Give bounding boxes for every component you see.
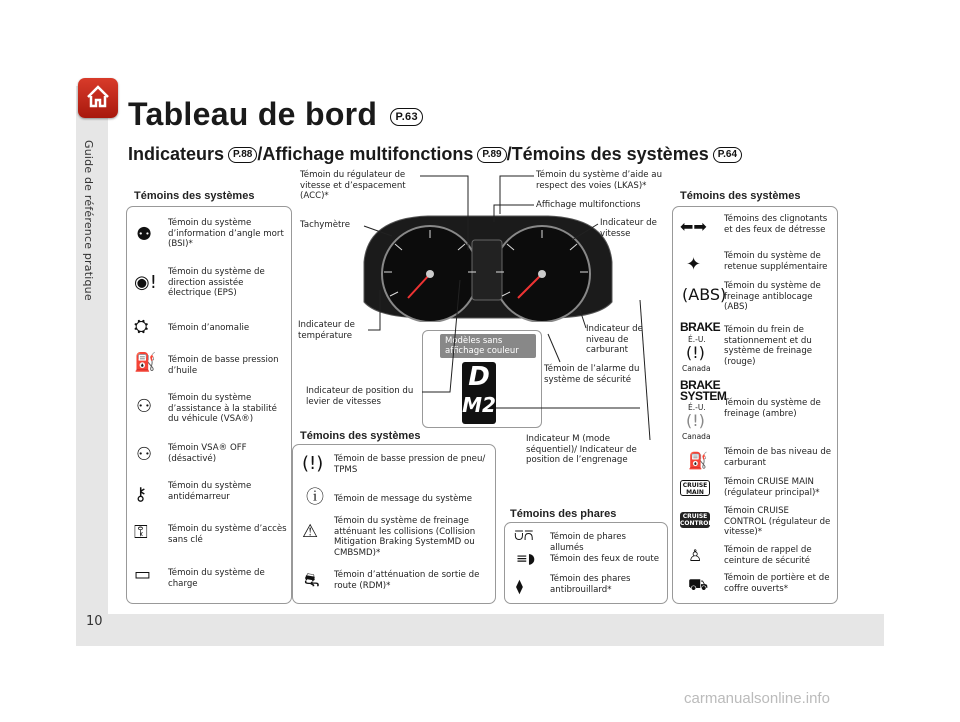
vsa-icon: ⚇	[136, 396, 153, 417]
oil-pressure-icon: ⛽	[134, 352, 157, 373]
phares-item-high: Témoin des feux de route	[550, 554, 659, 564]
center-item-message: Témoin de message du système	[334, 494, 473, 504]
watermark-logo: carmanualsonline.info	[684, 690, 830, 707]
phares-panel-heading: Témoins des phares	[510, 508, 617, 520]
left-item-anomaly: Témoin d’anomalie	[168, 323, 250, 333]
headlights-on-icon: ⩂⩃	[514, 528, 534, 544]
turn-signal-icon: ⬅➡	[680, 217, 707, 236]
page-ref-link[interactable]: P.63	[390, 108, 422, 126]
callout-m-indicator: Indicateur M (mode séquentiel)/ Indicateur de position de l’engrenage	[526, 434, 637, 465]
sidebar-label[interactable]: Guide de référence pratique	[82, 140, 95, 301]
right-item-parking-brake: Témoin du frein de stationnement et du système de freinage (rouge)	[724, 325, 813, 367]
callout-acc: Témoin du régulateur de vitesse et d’espacement (ACC)*	[300, 170, 406, 201]
right-item-brake-amber: Témoin du système de freinage (ambre)	[724, 398, 821, 419]
region-us-label-2: É.-U.	[688, 403, 706, 412]
seatbelt-icon: ♙	[688, 546, 703, 565]
right-item-abs: Témoin du système de freinage antiblocage (ABS)	[724, 281, 821, 312]
center-item-tpms: Témoin de basse pression de pneu/ TPMS	[334, 454, 486, 475]
srs-icon: ✦	[686, 254, 702, 275]
left-item-vsa-off: Témoin VSA® OFF (désactivé)	[168, 443, 247, 464]
right-item-cruise-main: Témoin CRUISE MAIN (régulateur principal)*	[724, 477, 820, 498]
cruise-main-icon: CRUISE MAIN	[680, 480, 710, 496]
left-item-bsi: Témoin du système d’information d’angle mort (BSI)*	[168, 218, 284, 249]
brake-canada-icon: (!)	[686, 343, 705, 362]
no-color-display-badge: Modèles sans affichage couleur	[440, 334, 536, 358]
brake-system-icon: BRAKE SYSTEM	[680, 378, 727, 403]
right-item-low-fuel: Témoin de bas niveau de carburant	[724, 447, 832, 468]
callout-security-alarm: Témoin de l’alarme du système de sécurité	[544, 364, 640, 385]
phares-item-on: Témoin de phares allumés	[550, 532, 627, 553]
ref-link-multi-display[interactable]: P.89	[477, 147, 506, 163]
left-item-vsa: Témoin du système d’assistance à la stabilité du véhicule (VSA®)	[168, 393, 277, 424]
right-item-turn-signals: Témoins des clignotants et des feux de détresse	[724, 214, 828, 235]
ref-link-system-lights[interactable]: P.64	[713, 147, 742, 163]
left-item-charging: Témoin du système de charge	[168, 568, 265, 589]
left-item-oil: Témoin de basse pression d’huile	[168, 355, 279, 376]
cmbs-icon: ⚠	[302, 521, 319, 542]
right-item-door-open: Témoin de portière et de coffre ouverts*	[724, 573, 830, 594]
left-item-keyless: Témoin du système d’accès sans clé	[168, 524, 287, 545]
high-beam-icon: ≡◗	[516, 551, 536, 567]
engine-icon: ⛭	[134, 316, 149, 337]
callout-tachometer: Tachymètre	[300, 220, 351, 230]
bsi-icon: ⚉	[136, 224, 153, 245]
fog-light-icon: ⧫	[516, 579, 523, 595]
callout-shift-lever: Indicateur de position du levier de vitesses	[306, 386, 414, 407]
callout-temperature: Indicateur de température	[298, 320, 355, 341]
gear-m2-glyph: M2	[462, 393, 496, 417]
callout-speedometer: Indicateur de vitesse	[600, 218, 657, 239]
left-panel-heading: Témoins des systèmes	[134, 190, 255, 202]
page-subtitle: Indicateurs P.88 /Affichage multifonctions P.89 /Témoins des systèmes P.64	[128, 144, 742, 165]
center-item-rdm: Témoin d’atténuation de sortie de route (RDM)*	[334, 570, 480, 591]
vsa-off-icon: ⚇	[136, 444, 153, 465]
region-canada-label-2: Canada	[682, 432, 711, 441]
phares-item-fog: Témoin des phares antibrouillard*	[550, 574, 631, 595]
page-number: 10	[86, 614, 103, 629]
callout-multi-display: Affichage multifonctions	[536, 200, 641, 210]
brake-amber-icon: (!)	[686, 411, 705, 430]
region-us-label: É.-U.	[688, 335, 706, 344]
tpms-icon: (!)	[302, 453, 324, 474]
callout-lkas: Témoin du système d’aide au respect des voies (LKAS)*	[536, 170, 663, 191]
keyless-icon: ⚿	[134, 522, 148, 543]
eps-icon: ◉!	[134, 272, 157, 293]
center-panel-heading: Témoins des systèmes	[300, 430, 421, 442]
door-open-icon: ⛟	[688, 575, 709, 594]
page-title: Tableau de bord P.63	[128, 96, 423, 133]
ref-link-indicators[interactable]: P.88	[228, 147, 257, 163]
left-item-eps: Témoin du système de direction assistée électrique (EPS)	[168, 267, 265, 298]
right-panel-heading: Témoins des systèmes	[680, 190, 801, 202]
system-message-icon: ⓘ	[306, 487, 324, 508]
right-item-seatbelt: Témoin de rappel de ceinture de sécurité	[724, 545, 812, 566]
gear-d-glyph: D	[468, 362, 490, 392]
left-item-immobilizer: Témoin du système antidémarreur	[168, 481, 252, 502]
low-fuel-icon: ⛽	[688, 451, 708, 470]
brake-text-icon: BRAKE	[680, 320, 721, 334]
center-item-cmbs: Témoin du système de freinage atténuant les collisions (Collision Mitigation Braking SystemMD ou CMBSMD)*	[334, 516, 476, 558]
battery-icon: ▭	[134, 564, 152, 585]
rdm-icon: ⛐	[304, 570, 320, 591]
cruise-control-icon: CRUISE CONTROL	[680, 513, 713, 527]
right-item-cruise-control: Témoin CRUISE CONTROL (régulateur de vitesse)*	[724, 506, 831, 537]
abs-icon: (ABS)	[682, 285, 727, 304]
region-canada-label: Canada	[682, 364, 711, 373]
immobilizer-icon: ⚷	[134, 484, 148, 505]
right-item-srs: Témoin du système de retenue supplémentaire	[724, 251, 828, 272]
callout-fuel-gauge: Indicateur de niveau de carburant	[586, 324, 643, 355]
